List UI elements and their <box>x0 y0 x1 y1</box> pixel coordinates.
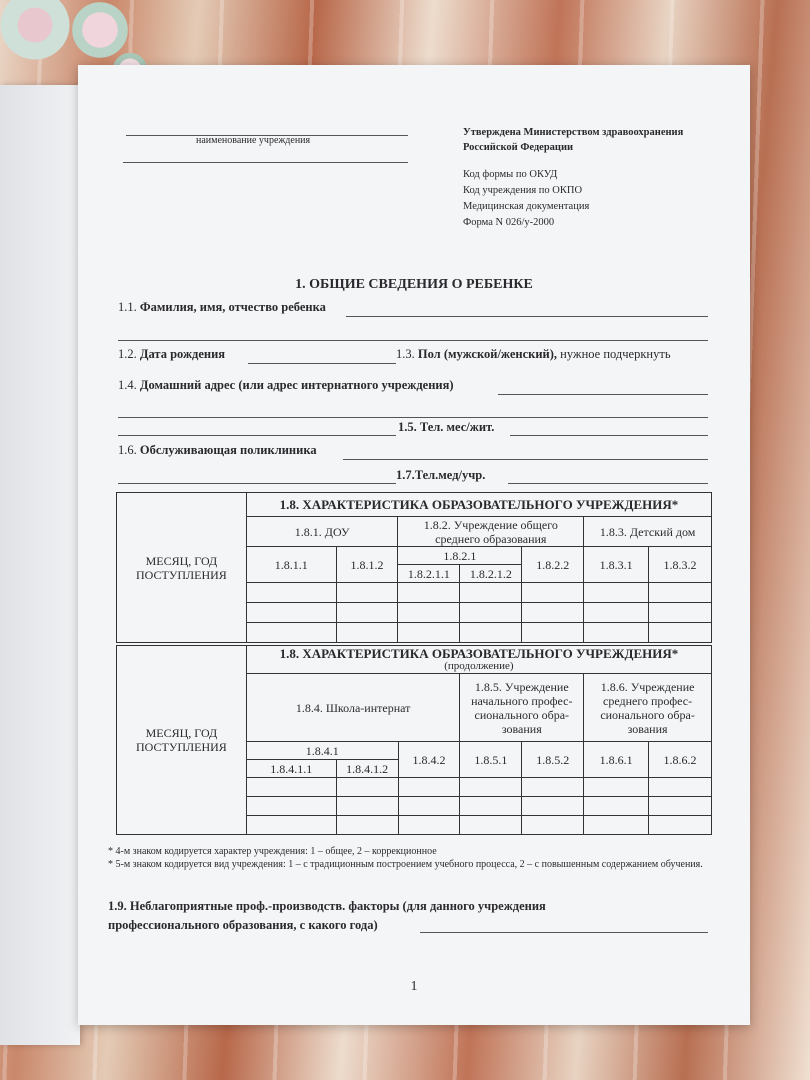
field-1-1-label: 1.1. Фамилия, имя, отчество ребенка <box>118 300 326 314</box>
approval-line-2: Российской Федерации <box>463 142 574 153</box>
field-1-1-input[interactable] <box>346 316 708 317</box>
page-number: 1 <box>410 979 418 994</box>
approval-block <box>463 125 683 155</box>
document-page <box>78 65 750 1025</box>
left-page <box>0 85 80 1045</box>
field-1-7-label: 1.7.Тел.мед/учр. <box>396 468 486 482</box>
clinic-input-line-2[interactable] <box>118 483 396 484</box>
table-title <box>246 646 711 674</box>
group-header-dou: 1.8.1. ДОУ <box>246 517 398 547</box>
table-subtitle: (продолжение) <box>444 660 514 672</box>
address-input-line-3[interactable] <box>118 435 396 436</box>
col-1-8-4-1-2: 1.8.4.1.2 <box>336 760 398 778</box>
field-1-1-input-line-2[interactable] <box>118 340 708 341</box>
section-title: 1. ОБЩИЕ СВЕДЕНИЯ О РЕБЕНКЕ <box>295 277 533 292</box>
field-1-9-label <box>108 897 546 935</box>
table-title-text: 1.8. ХАРАКТЕРИСТИКА ОБРАЗОВАТЕЛЬНОГО УЧРЕЖДЕНИЯ* <box>279 646 679 661</box>
field-1-4-label: 1.4. Домашний адрес (или адрес интернатного учреждения) <box>118 378 454 392</box>
footnote-1: * 4-м знаком кодируется характер учреждения: 1 – общее, 2 – коррекционное <box>108 846 437 857</box>
group-header-boarding-school: 1.8.4. Школа-интернат <box>246 674 460 742</box>
group-header-orphanage: 1.8.3. Детский дом <box>584 517 712 547</box>
col-1-8-3-2: 1.8.3.2 <box>649 547 712 583</box>
col-1-8-2-1: 1.8.2.1 <box>398 547 522 565</box>
code-okud: Код формы по ОКУД <box>463 169 558 180</box>
address-input-line-2[interactable] <box>118 417 708 418</box>
col-1-8-4-2: 1.8.4.2 <box>398 742 460 778</box>
col-1-8-4-1: 1.8.4.1 <box>246 742 398 760</box>
table-title: 1.8. ХАРАКТЕРИСТИКА ОБРАЗОВАТЕЛЬНОГО УЧРЕЖДЕНИЯ* <box>246 493 711 517</box>
institution-table-1 <box>116 492 712 643</box>
field-1-9-input[interactable] <box>420 932 708 933</box>
code-okpo: Код учреждения по ОКПО <box>463 185 583 196</box>
field-1-9-line-2: профессионального образования, с какого года) <box>108 918 378 932</box>
medical-doc-label: Медицинская документация <box>463 201 590 212</box>
group-header-school: 1.8.2. Учреждение общего среднего образования <box>398 517 584 547</box>
phone-input[interactable] <box>510 435 708 436</box>
form-codes <box>463 167 589 231</box>
footnote-2: * 5-м знаком кодируется вид учреждения: 1 – с традиционным построением учебного процесса, 2 – с повышенным содержанием обучения. <box>108 859 703 870</box>
clinic-input[interactable] <box>343 459 708 460</box>
col-1-8-3-1: 1.8.3.1 <box>584 547 649 583</box>
col-1-8-5-2: 1.8.5.2 <box>522 742 584 778</box>
clinic-phone-input[interactable] <box>508 483 708 484</box>
field-1-2-label: 1.2. Дата рождения <box>118 347 226 361</box>
birth-date-input[interactable] <box>248 363 396 364</box>
col-1-8-2-1-2: 1.8.2.1.2 <box>460 565 522 583</box>
col-1-8-2-1-1: 1.8.2.1.1 <box>398 565 460 583</box>
col-1-8-6-2: 1.8.6.2 <box>649 742 712 778</box>
col-1-8-5-1: 1.8.5.1 <box>460 742 522 778</box>
address-input[interactable] <box>498 394 708 395</box>
institution-table-2 <box>116 645 712 835</box>
field-1-9-line-1: 1.9. Неблагоприятные проф.-производств. факторы (для данного учреждения <box>108 899 546 913</box>
form-number: Форма N 026/у-2000 <box>463 217 555 228</box>
group-header-primary-prof: 1.8.5. Учреждение начального профес-сионального обра-зования <box>460 674 584 742</box>
month-year-label: МЕСЯЦ, ГОД ПОСТУПЛЕНИЯ <box>117 493 247 643</box>
institution-label: наименование учреждения <box>196 135 311 146</box>
approval-line-1: Утверждена Министерством здравоохранения <box>463 127 684 138</box>
col-1-8-2-2: 1.8.2.2 <box>522 547 584 583</box>
col-1-8-1-1: 1.8.1.1 <box>246 547 336 583</box>
field-1-5-label: 1.5. Тел. мес/жит. <box>398 420 495 434</box>
group-header-secondary-prof: 1.8.6. Учреждение среднего профес-сионального обра-зования <box>584 674 712 742</box>
col-1-8-6-1: 1.8.6.1 <box>584 742 649 778</box>
month-year-label: МЕСЯЦ, ГОД ПОСТУПЛЕНИЯ <box>117 646 247 835</box>
field-1-6-label: 1.6. Обслуживающая поликлиника <box>118 443 317 457</box>
field-1-3-label: 1.3. Пол (мужской/женский), нужное подчеркнуть <box>396 347 671 361</box>
footnotes <box>108 845 720 871</box>
col-1-8-1-2: 1.8.1.2 <box>336 547 398 583</box>
col-1-8-4-1-1: 1.8.4.1.1 <box>246 760 336 778</box>
